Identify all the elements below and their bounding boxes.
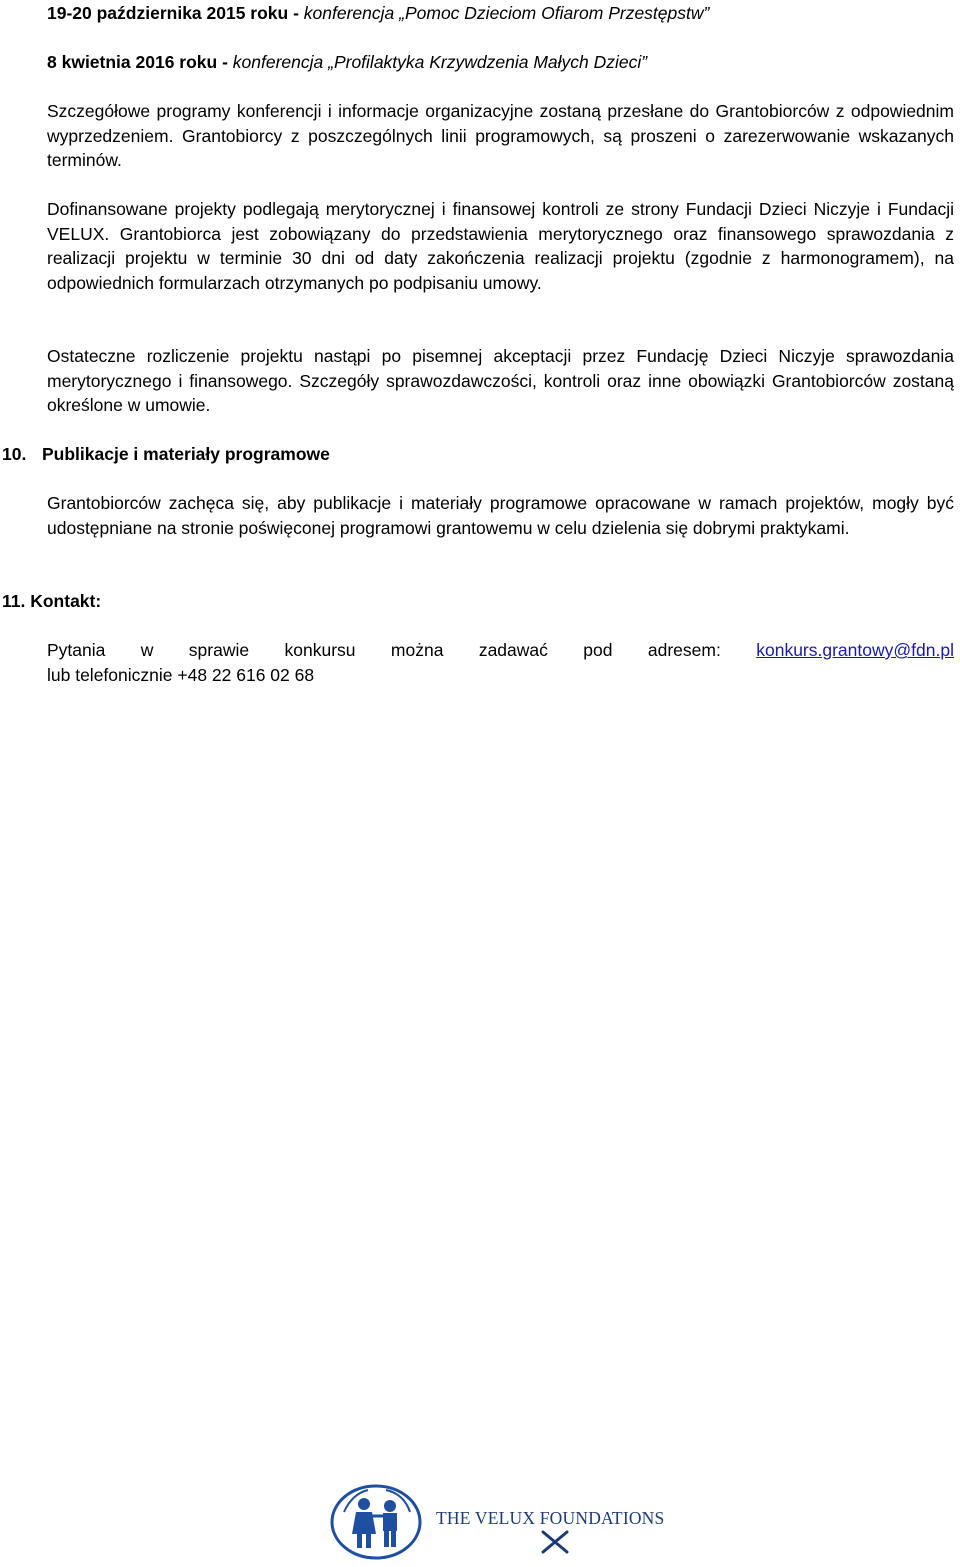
section-10-number: 10. <box>2 444 27 464</box>
velux-cross-icon <box>540 1528 570 1556</box>
footer-logos <box>328 1482 673 1560</box>
section-10-title: Publikacje i materiały programowe <box>42 444 330 464</box>
contact-email-link[interactable]: konkurs.grantowy@fdn.pl <box>756 640 954 660</box>
contact-word: można <box>390 640 444 660</box>
contact-word: pod <box>583 640 613 660</box>
control-paragraph: Dofinansowane projekty podlegają merytorycznej i finansowej kontroli ze strony Fundacji Dzieci Niczyje i Fundacji VELUX. Grantobiorca jest zobowiązany do przedstawienia merytorycznego oraz finansowego sprawozdania z realizacji projektu w terminie 30 dni od daty zakończenia realizacji projektu (zgodnie z harmonogramem), na odpowiednich formularzach otrzymanych po podpisaniu umowy. <box>47 199 954 293</box>
conference-title: konferencja „Profilaktyka Krzywdzenia Małych Dzieci” <box>232 52 648 72</box>
conference-date: 19-20 października 2015 roku - <box>47 3 304 23</box>
conference-line-1 <box>47 1 954 26</box>
conference-date: 8 kwietnia 2016 roku - <box>47 52 233 72</box>
section-10-body: Grantobiorców zachęca się, aby publikacje i materiały programowe opracowane w ramach projektów, mogły być udostępniane na stronie poświęconej programowi grantowemu w celu dzielenia się dobrymi praktykami. <box>47 493 954 538</box>
programs-paragraph: Szczegółowe programy konferencji i informacje organizacyjne zostaną przesłane do Grantobiorców z odpowiednim wyprzedzeniem. Grantobiorcy z poszczególnych linii programowych, są proszeni o zarezerwowanie wskazanych terminów. <box>47 101 954 170</box>
contact-phone: lub telefonicznie +48 22 616 02 68 <box>47 664 315 685</box>
contact-word: konkursu <box>284 640 356 660</box>
contact-word: Pytania <box>47 640 106 660</box>
section-10-heading <box>2 442 330 467</box>
velux-foundations-logo-text: THE VELUX FOUNDATIONS <box>436 1508 665 1528</box>
contact-word: sprawie <box>188 640 250 660</box>
section-11-heading: 11. Kontakt: <box>2 591 102 611</box>
fdn-logo <box>328 1482 428 1560</box>
contact-block <box>47 638 954 687</box>
conference-line-2 <box>47 50 954 75</box>
contact-word: adresem: <box>647 640 721 660</box>
settlement-paragraph: Ostateczne rozliczenie projektu nastąpi po pisemnej akceptacji przez Fundację Dzieci Niczyje sprawozdania merytorycznego i finansowego. Szczegóły sprawozdawczości, kontroli oraz inne obowiązki Grantobiorców zostaną określone w umowie. <box>47 346 954 415</box>
contact-word: zadawać <box>478 640 548 660</box>
contact-line-1 <box>47 638 954 663</box>
contact-word: w <box>140 640 154 660</box>
conference-title: konferencja „Pomoc Dzieciom Ofiarom Przestępstw” <box>303 3 710 23</box>
